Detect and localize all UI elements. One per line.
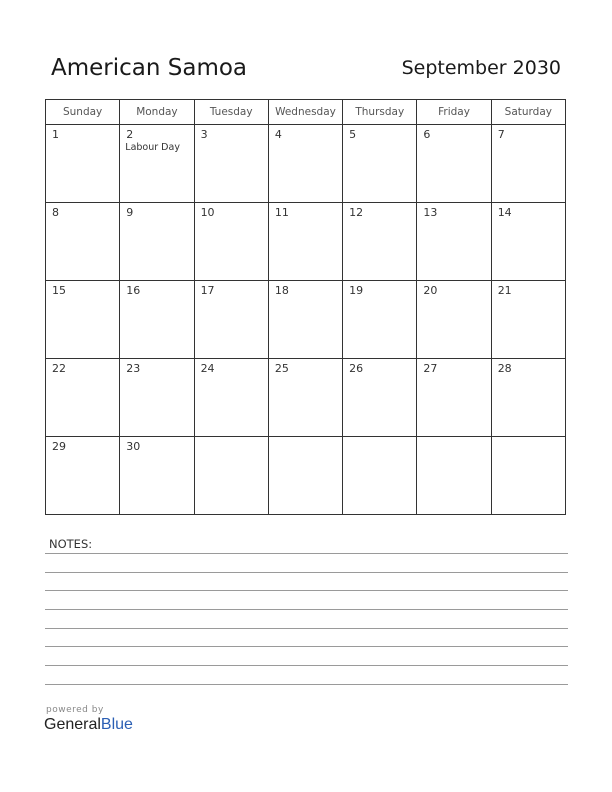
day-number: 28 xyxy=(497,362,512,375)
calendar-day-cell xyxy=(343,437,417,515)
notes-label: NOTES: xyxy=(49,537,93,551)
note-line xyxy=(45,609,568,610)
calendar-day-cell xyxy=(46,281,120,359)
day-number xyxy=(269,437,342,440)
month-year-title: September 2030 xyxy=(401,57,561,79)
day-number: 25 xyxy=(274,362,289,375)
calendar-day-cell xyxy=(343,281,417,359)
day-number: 13 xyxy=(423,206,438,219)
calendar-day-cell xyxy=(120,125,194,203)
day-number: 26 xyxy=(349,362,364,375)
brand-blue: Blue xyxy=(100,716,133,733)
calendar-day-cell xyxy=(491,359,565,437)
day-number: 15 xyxy=(52,284,66,297)
calendar-day-cell xyxy=(343,125,417,203)
day-number: 12 xyxy=(349,206,364,219)
calendar-week-row xyxy=(46,125,566,203)
calendar-body xyxy=(46,125,566,515)
weekday-header-row xyxy=(46,100,566,125)
calendar-day-cell xyxy=(491,437,565,515)
day-number: 6 xyxy=(423,128,431,141)
calendar-day-cell xyxy=(343,203,417,281)
calendar-day-cell xyxy=(417,281,491,359)
calendar-day-cell xyxy=(417,203,491,281)
calendar-day-cell xyxy=(120,437,194,515)
calendar-day-cell xyxy=(194,359,268,437)
note-line xyxy=(45,665,568,666)
day-number: 8 xyxy=(52,206,59,219)
note-line xyxy=(45,572,568,573)
calendar-day-cell xyxy=(120,359,194,437)
day-number xyxy=(417,437,490,440)
calendar-day-cell xyxy=(194,437,268,515)
calendar-day-cell xyxy=(268,437,342,515)
calendar-week-row xyxy=(46,437,566,515)
calendar-day-cell xyxy=(46,359,120,437)
day-number: 10 xyxy=(200,206,215,219)
day-number: 4 xyxy=(274,128,282,141)
calendar-day-cell xyxy=(343,359,417,437)
day-number: 24 xyxy=(200,362,215,375)
day-number: 3 xyxy=(200,128,208,141)
calendar-grid xyxy=(45,99,566,515)
weekday-header: Friday xyxy=(417,100,491,125)
calendar-day-cell xyxy=(194,203,268,281)
calendar-day-cell xyxy=(491,203,565,281)
powered-by-text: powered by xyxy=(46,705,104,715)
day-number: 18 xyxy=(274,284,289,297)
note-line xyxy=(45,553,568,554)
calendar-day-cell xyxy=(417,125,491,203)
calendar-day-cell xyxy=(268,281,342,359)
calendar-week-row xyxy=(46,203,566,281)
note-line xyxy=(45,628,568,629)
country-title: American Samoa xyxy=(51,55,248,81)
note-line xyxy=(45,646,568,647)
day-number xyxy=(343,437,416,440)
day-number: 30 xyxy=(126,440,141,453)
calendar-week-row xyxy=(46,359,566,437)
calendar-day-cell xyxy=(268,359,342,437)
day-number xyxy=(492,437,565,440)
day-number: 11 xyxy=(274,206,289,219)
calendar-day-cell xyxy=(46,203,120,281)
calendar-day-cell xyxy=(194,125,268,203)
day-number: 5 xyxy=(349,128,357,141)
weekday-header: Sunday xyxy=(46,100,120,125)
calendar-day-cell xyxy=(417,359,491,437)
calendar-day-cell xyxy=(268,125,342,203)
calendar-day-cell xyxy=(491,125,565,203)
day-number: 7 xyxy=(497,128,505,141)
day-number: 27 xyxy=(423,362,438,375)
calendar-day-cell xyxy=(194,281,268,359)
calendar-day-cell xyxy=(417,437,491,515)
day-number: 16 xyxy=(126,284,141,297)
note-line xyxy=(45,590,568,591)
day-number: 1 xyxy=(52,128,59,141)
weekday-header: Monday xyxy=(120,100,194,125)
calendar-day-cell xyxy=(120,281,194,359)
generalblue-logo xyxy=(44,716,133,734)
day-number: 9 xyxy=(126,206,134,219)
holiday-label: Labour Day xyxy=(125,142,180,153)
weekday-header: Thursday xyxy=(343,100,417,125)
day-number: 19 xyxy=(349,284,364,297)
calendar-day-cell xyxy=(120,203,194,281)
day-number: 2 xyxy=(126,128,134,141)
day-number: 17 xyxy=(200,284,215,297)
day-number: 20 xyxy=(423,284,438,297)
calendar-day-cell xyxy=(491,281,565,359)
day-number: 22 xyxy=(52,362,66,375)
weekday-header: Tuesday xyxy=(194,100,268,125)
day-number xyxy=(195,437,268,440)
calendar-day-cell xyxy=(268,203,342,281)
day-number: 23 xyxy=(126,362,141,375)
calendar-day-cell xyxy=(46,125,120,203)
calendar-week-row xyxy=(46,281,566,359)
brand-general: General xyxy=(44,716,101,733)
day-number: 14 xyxy=(497,206,512,219)
weekday-header: Saturday xyxy=(491,100,565,125)
calendar-day-cell xyxy=(46,437,120,515)
day-number: 21 xyxy=(497,284,512,297)
day-number: 29 xyxy=(52,440,66,453)
note-line xyxy=(45,684,568,685)
weekday-header: Wednesday xyxy=(268,100,342,125)
